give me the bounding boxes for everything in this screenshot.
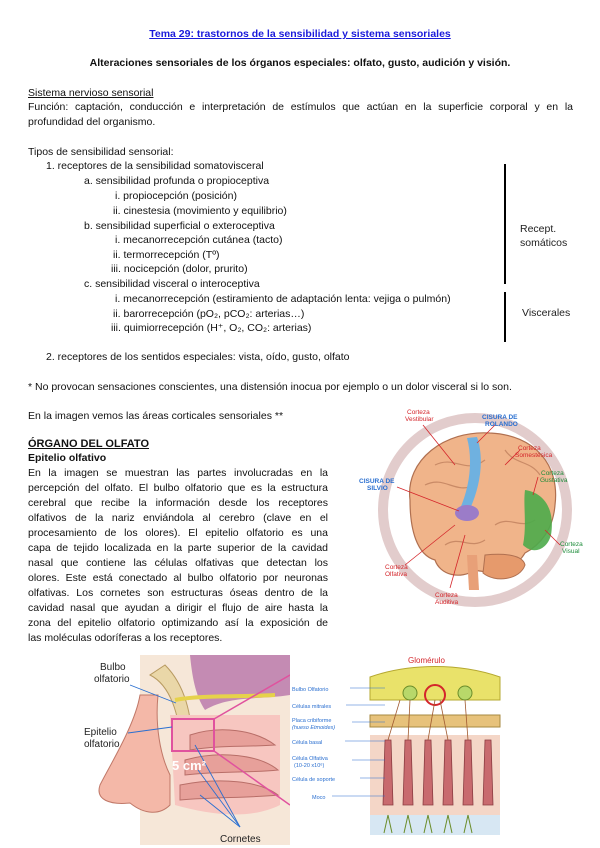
glomerulus	[458, 686, 472, 700]
label-epitelio-1: Epitelio	[84, 727, 117, 738]
label-visual-2: Visual	[562, 548, 580, 555]
label-somestesica-1: Corteza	[518, 445, 541, 452]
olfato-line: procesamiento de los olores). El epitelio olfatorio es una	[28, 527, 328, 539]
label-visual-1: Corteza	[560, 541, 583, 548]
glomerulus	[403, 686, 417, 700]
label-bulbo-2: olfatorio	[94, 674, 130, 685]
vestibular-region	[455, 505, 479, 521]
list-item-a-i: i. propiocepción (posición)	[115, 190, 237, 202]
olfato-paragraph	[28, 466, 328, 646]
sns-line-1: Función: captación, conducción e interpretación de estímulos que actúan en la superficie corporal y en la	[28, 101, 573, 113]
list-item-b-ii: ii. termorrecepción (Tº)	[113, 249, 220, 261]
label-gustativa-1: Corteza	[541, 470, 564, 477]
olfato-line: cavidad nasal que ayudan a dirigir el flujo de aire hasta la	[28, 602, 328, 614]
olfato-line: cerebral que recibe la información desde los receptores	[28, 497, 328, 509]
label-celula-soporte: Célula de soporte	[292, 777, 336, 783]
label-area: 5 cm²	[172, 758, 206, 773]
olfato-line: nasal que contiene las células olfativas que detectan los	[28, 557, 328, 569]
olfato-line: capa de tejido localizada en la parte superior de la cavidad	[28, 542, 328, 554]
label-celula-olfativa-1: Célula Olfativa	[292, 756, 328, 762]
olfato-line: olfativos de la nariz enviándola al cerebro (clave en el	[28, 512, 328, 524]
label-auditiva-2: Auditiva	[435, 599, 459, 606]
olfato-line: las moléculas odoríferas a los receptores.	[28, 632, 223, 644]
label-vestibular-2: Vestibular	[405, 416, 434, 423]
label-olfativa-2: Olfativa	[385, 571, 408, 578]
label-bulbo-olfatorio: Bulbo Olfatorio	[292, 687, 329, 693]
cerebellum	[483, 554, 525, 579]
label-glomerulo: Glomérulo	[408, 656, 445, 665]
sns-line-2: profundidad del organismo.	[28, 116, 156, 128]
olfato-line: olfativas. Los cornetes son estructuras óseas dentro de la	[28, 587, 328, 599]
list-item-c-i: i. mecanorrecepción (estiramiento de adaptación lenta: vejiga o pulmón)	[115, 293, 451, 305]
olfactory-epithelium-figure	[290, 655, 505, 845]
image-note: En la imagen vemos las áreas corticales sensoriales **	[28, 410, 284, 422]
cribriform-plate	[370, 715, 500, 727]
page-title: Tema 29: trastornos de la sensibilidad y sistema sensoriales	[149, 28, 451, 40]
label-cornetes: Cornetes	[220, 834, 261, 845]
label-cisura-silvio-1: CISURA DE	[359, 478, 395, 485]
olfato-heading: ÓRGANO DEL OLFATO	[28, 438, 150, 450]
viscerales-label: Viscerales	[522, 307, 571, 319]
brain-cortex-figure	[355, 405, 590, 615]
label-cisura-silvio-2: SILVIO	[367, 485, 388, 492]
brain-stem	[467, 555, 479, 590]
label-bulbo-1: Bulbo	[100, 662, 126, 673]
visceral-bracket-line	[504, 292, 506, 342]
list-item-2: 2. receptores de los sentidos especiales: vista, oído, gusto, olfato	[46, 351, 350, 363]
bulb-tissue	[370, 667, 500, 701]
list-item-1: 1. receptores de la sensibilidad somatovisceral	[46, 160, 264, 172]
label-vestibular-1: Corteza	[407, 409, 430, 416]
label-placa-2: (hueso Etmoides)	[292, 725, 336, 731]
list-item-c: c. sensibilidad visceral o interoceptiva	[84, 278, 260, 290]
label-epitelio-2: olfatorio	[84, 739, 120, 750]
label-moco: Moco	[312, 795, 326, 801]
list-item-a-ii: ii. cinestesia (movimiento y equilibrio)	[113, 205, 287, 217]
list-item-c-ii: ii. barorrecepción (pO₂, pCO₂: arterias…)	[113, 308, 305, 320]
list-item-c-iii: iii. quimiorrecepción (H⁺, O₂, CO₂: arterias)	[111, 322, 312, 334]
list-item-b-iii: iii. nocicepción (dolor, prurito)	[111, 263, 248, 275]
somatic-bracket-line	[504, 164, 506, 284]
label-cisura-rolando-1: CISURA DE	[482, 414, 518, 421]
olfato-line: olores. Este está conectado al bulbo olfatorio por neuronas	[28, 572, 328, 584]
olfato-line: zona del epitelio olfatorio optimizando así la exposición de	[28, 617, 328, 629]
note-text: * No provocan sensaciones conscientes, una distensión inocua por ejemplo o un dolor visceral si lo son.	[28, 381, 512, 393]
label-auditiva-1: Corteza	[435, 592, 458, 599]
olfato-subheading: Epitelio olfativo	[28, 452, 107, 464]
sns-heading: Sistema nervioso sensorial	[28, 87, 154, 99]
label-somestesica-2: Somestésica	[515, 452, 553, 459]
label-placa-1: Placa cribiforme	[292, 718, 332, 724]
tipos-heading: Tipos de sensibilidad sensorial:	[28, 146, 174, 158]
list-item-b-i: i. mecanorrecepción cutánea (tacto)	[115, 234, 283, 246]
label-celula-basal: Célula basal	[292, 740, 323, 746]
olfato-line: percepción del olfato. El bulbo olfatorio que es la estructura	[28, 482, 328, 494]
label-olfativa-1: Corteza	[385, 564, 408, 571]
nose-anatomy-figure	[80, 655, 290, 845]
label-cisura-rolando-2: ROLANDO	[485, 421, 518, 428]
somaticos-label: somáticos	[520, 237, 568, 249]
mucus-layer	[370, 815, 500, 835]
page-subtitle: Alteraciones sensoriales de los órganos especiales: olfato, gusto, audición y visión.	[89, 57, 511, 69]
list-item-a: a. sensibilidad profunda o propioceptiva	[84, 175, 270, 187]
label-celula-olfativa-2: (10-20 x10⁶)	[294, 763, 325, 769]
recept-label: Recept.	[520, 223, 557, 235]
label-celulas-mitrales: Células mitrales	[292, 704, 332, 710]
list-item-b: b. sensibilidad superficial o exteroceptiva	[84, 220, 275, 232]
label-gustativa-2: Gustativa	[540, 477, 568, 484]
olfato-line: En la imagen se muestran las partes involucradas en la	[28, 467, 328, 479]
